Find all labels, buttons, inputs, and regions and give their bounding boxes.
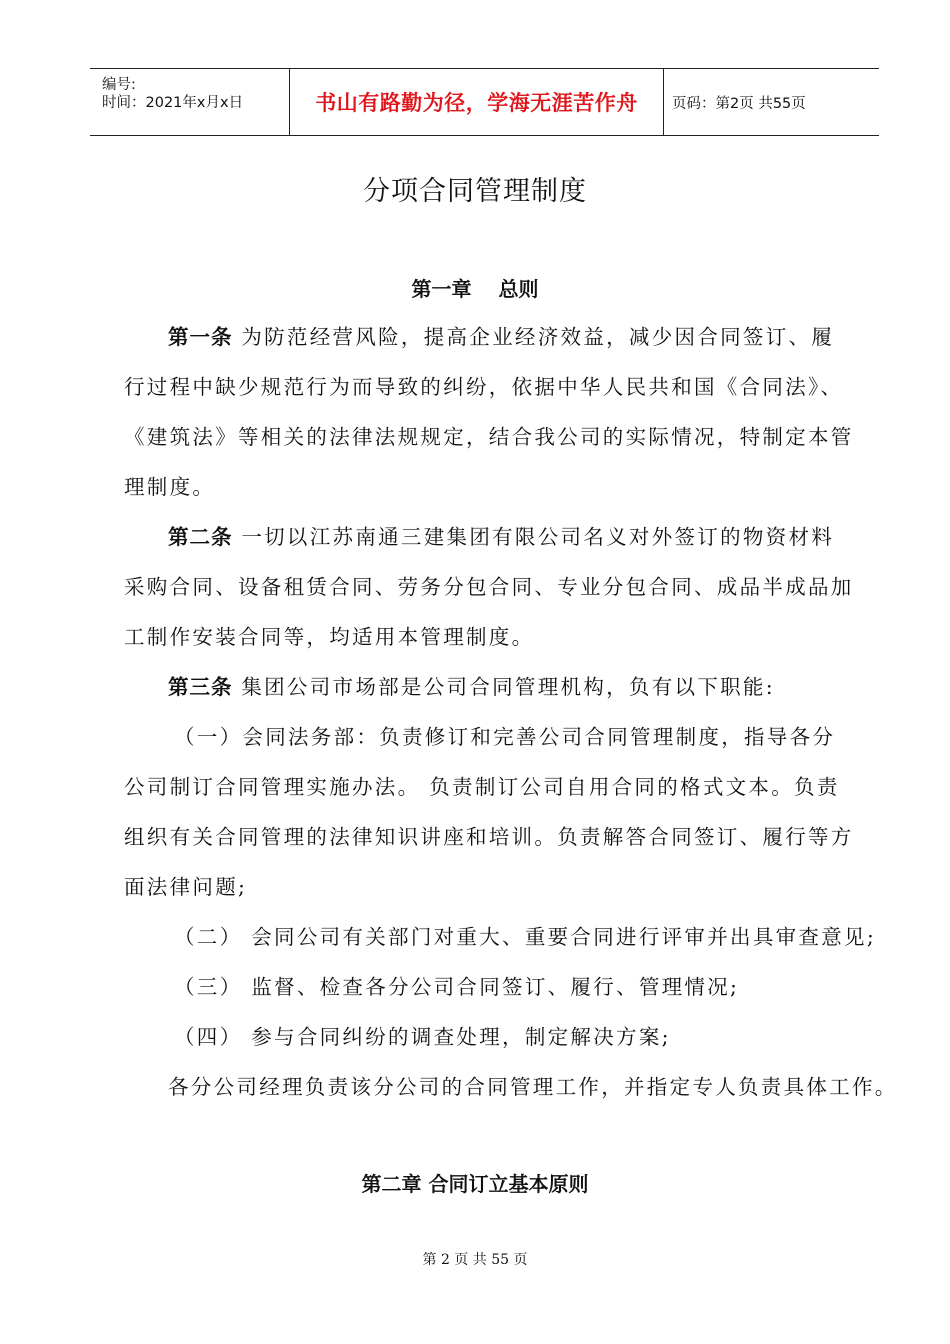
article-2-text: 一切以江苏南通三建集团有限公司名义对外签订的物资材料 xyxy=(232,525,835,549)
article-1-line-2: 行过程中缺少规范行为而导致的纠纷，依据中华人民共和国《合同法》、 xyxy=(124,375,844,399)
closing-paragraph: 各分公司经理负责该分公司的合同管理工作，并指定专人负责具体工作。 xyxy=(168,1075,898,1099)
article-1-text: 为防范经营风险，提高企业经济效益，减少因合同签订、履 xyxy=(232,325,835,349)
number-label: 编号: xyxy=(102,77,136,93)
item-1-line-2: 公司制订合同管理实施办法。 负责制订公司自用合同的格式文本。负责 xyxy=(124,775,840,799)
article-3-text: 集团公司市场部是公司合同管理机构，负有以下职能: xyxy=(232,675,775,699)
page-code: 页码：第2页 共55页 xyxy=(672,95,806,112)
article-2-line-2: 采购合同、设备租赁合同、劳务分包合同、专业分包合同、成品半成品加 xyxy=(124,575,854,599)
article-3-line xyxy=(168,670,775,700)
chapter-2-heading: 第二章 合同订立基本原则 xyxy=(361,1172,589,1196)
item-1-line-3: 组织有关合同管理的法律知识讲座和培训。负责解答合同签订、履行等方 xyxy=(124,825,854,849)
header-page-cell xyxy=(664,69,879,135)
motto: 书山有路勤为径，学海无涯苦作舟 xyxy=(315,91,638,115)
article-2-label: 第二条 xyxy=(168,525,233,549)
page-footer: 第 2 页 共 55 页 xyxy=(422,1252,528,1268)
article-1-label: 第一条 xyxy=(168,325,233,349)
article-2-line-3: 工制作安装合同等，均适用本管理制度。 xyxy=(124,625,535,649)
article-1-line-4: 理制度。 xyxy=(124,475,216,499)
item-1-line-4: 面法律问题; xyxy=(124,875,248,899)
chapter-1-heading: 第一章 总则 xyxy=(411,277,539,301)
header-meta-cell xyxy=(90,69,290,135)
article-3-label: 第三条 xyxy=(168,675,233,699)
article-1-line-1 xyxy=(168,320,834,350)
time-label: 时间：2021年x月x日 xyxy=(102,95,244,111)
article-1-line-3: 《建筑法》等相关的法律法规规定，结合我公司的实际情况，特制定本管 xyxy=(124,425,854,449)
document-title: 分项合同管理制度 xyxy=(363,176,587,207)
page-header xyxy=(90,68,879,136)
item-3: （三） 监督、检查各分公司合同签订、履行、管理情况; xyxy=(174,975,740,999)
item-2: （二） 会同公司有关部门对重大、重要合同进行评审并出具审查意见; xyxy=(174,925,877,949)
item-4: （四） 参与合同纠纷的调查处理，制定解决方案; xyxy=(174,1025,671,1049)
article-2-line-1 xyxy=(168,520,834,550)
item-1-line-1: （一）会同法务部：负责修订和完善公司合同管理制度，指导各分 xyxy=(174,725,836,749)
header-motto-cell xyxy=(290,69,664,135)
